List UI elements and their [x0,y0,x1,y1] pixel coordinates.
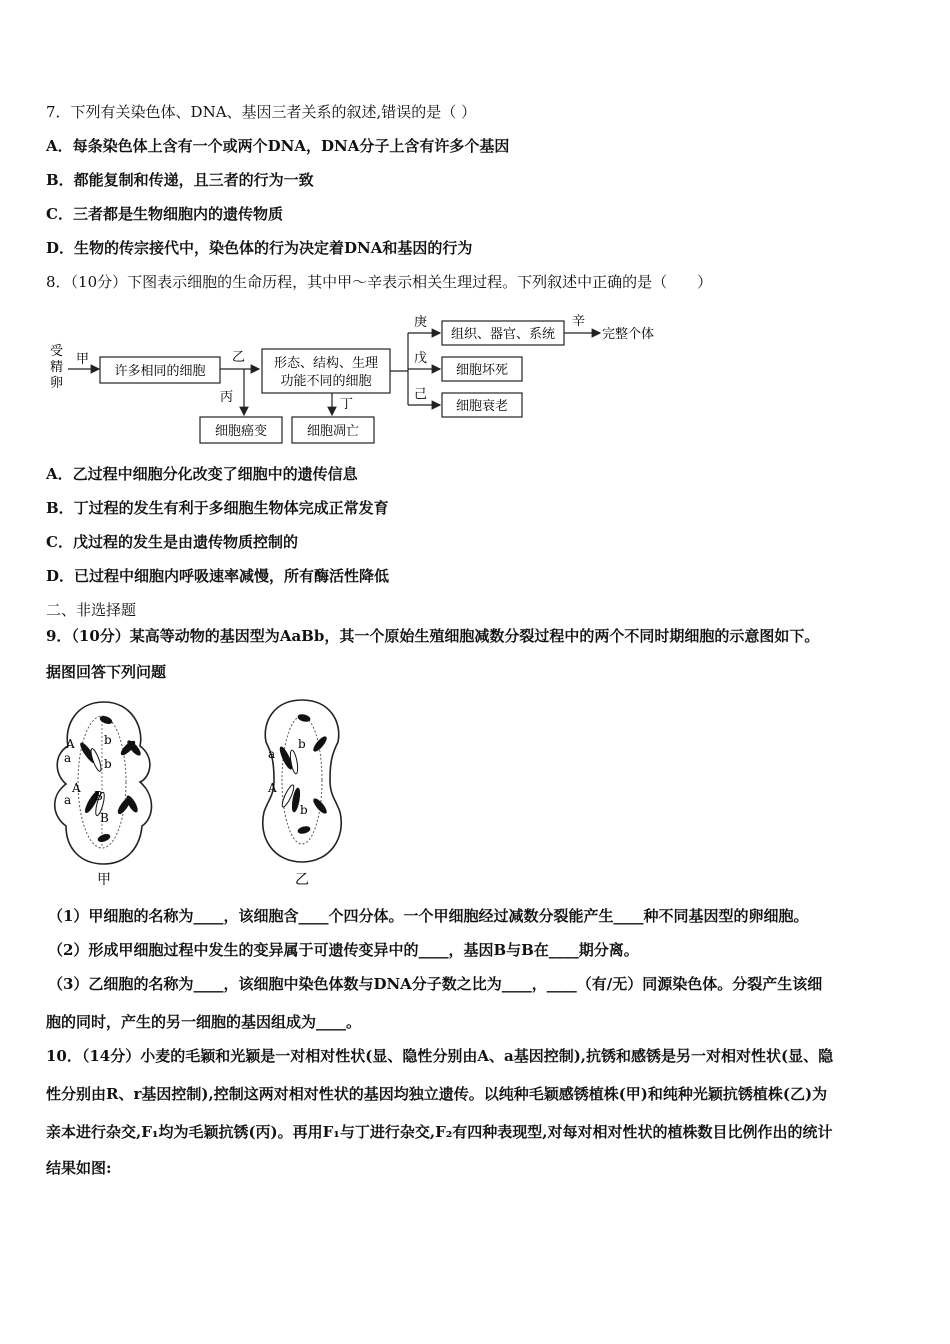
section-heading: 二、非选择题 [46,601,137,619]
label-zygote-2: 精 [50,360,64,375]
box-tissue-organ-system: 组织、器官、系统 [450,327,556,342]
cell-jia-figure [44,698,164,894]
gene-label: a [64,793,72,807]
q9-sub1: （1）甲细胞的名称为____，该细胞含____个四分体。一个甲细胞经过减数分裂能产生____种不同基因型的卵细胞。 [48,907,809,925]
gene-label: A [72,781,81,795]
label-zygote-3: 卵 [50,376,64,391]
label-geng: 庚 [414,315,428,330]
q9-sub3-line1: （3）乙细胞的名称为____，该细胞中染色体数与DNA分子数之比为____，____（有/无）同源染色体。分裂产生该细 [48,975,823,993]
q8-stem: 8．（10分）下图表示细胞的生命历程，其中甲～辛表示相关生理过程。下列叙述中正确的是（ ） [46,273,713,291]
box-differentiated-cells-line1: 形态、结构、生理 [273,356,379,371]
box-differentiated-cells-line2: 功能不同的细胞 [280,374,372,389]
box-same-cells: 许多相同的细胞 [114,364,206,379]
gene-label: b [298,737,306,751]
box-cell-necrosis: 细胞坏死 [455,363,509,378]
label-yi: 乙 [232,350,246,365]
q7-option-a: A．每条染色体上含有一个或两个DNA，DNA分子上含有许多个基因 [46,137,510,155]
label-zygote-1: 受 [50,344,64,359]
label-ding: 丁 [340,397,354,412]
q7-stem: 7．下列有关染色体、DNA、基因三者关系的叙述,错误的是（ ） [46,103,477,121]
q9-sub3-line2: 胞的同时，产生的另一细胞的基因组成为____。 [46,1013,362,1031]
q10-line1: 10．（14分）小麦的毛颖和光颖是一对相对性状(显、隐性分别由A、a基因控制),抗锈和感锈是另一对相对性状(显、隐 [46,1047,834,1065]
cell-jia-caption: 甲 [97,872,111,888]
label-complete-individual: 完整个体 [602,327,655,342]
q9-stem: 9．（10分）某高等动物的基因型为AaBb，其一个原始生殖细胞减数分裂过程中的两个不同时期细胞的示意图如下。 [46,627,820,645]
q10-line4: 结果如图: [46,1159,112,1177]
box-cell-aging: 细胞衰老 [455,399,509,414]
gene-label: B [94,789,103,803]
cell-yi-figure [246,696,358,894]
label-ji: 己 [414,387,428,402]
q10-line2: 性分别由R、r基因控制),控制这两对相对性状的基因均独立遗传。以纯种毛颖感锈植株(甲)和纯种光颖抗锈植株(乙)为 [46,1085,828,1103]
q8-option-c: C．戊过程的发生是由遗传物质控制的 [46,533,298,551]
cell-yi-caption: 乙 [295,872,309,888]
gene-label: b [104,757,112,771]
box-cell-apoptosis: 细胞凋亡 [306,424,360,439]
cell-life-history-diagram [44,305,704,450]
q7-option-c: C．三者都是生物细胞内的遗传物质 [46,205,283,223]
gene-label: a [64,751,72,765]
q7-option-b: B．都能复制和传递，且三者的行为一致 [46,171,314,189]
q8-option-d: D．已过程中细胞内呼吸速率减慢，所有酶活性降低 [46,567,390,585]
q10-line3: 亲本进行杂交,F₁均为毛颖抗锈(丙)。再用F₁与丁进行杂交,F₂有四种表现型,对每对相对性状的植株数目比例作出的统计 [46,1123,833,1141]
gene-label: b [104,733,112,747]
q7-option-d: D．生物的传宗接代中，染色体的行为决定着DNA和基因的行为 [46,239,473,257]
label-bing: 丙 [220,390,234,405]
label-jia: 甲 [76,352,90,367]
q9-sub2: （2）形成甲细胞过程中发生的变异属于可遗传变异中的____，基因B与B在____期分离。 [48,941,639,959]
gene-label: b [300,803,308,817]
gene-label: A [66,737,75,751]
gene-label: A [268,781,277,795]
label-xin: 辛 [572,314,586,329]
label-wu: 戊 [414,351,428,366]
q8-option-b: B．丁过程的发生有利于多细胞生物体完成正常发育 [46,499,389,517]
box-cell-cancer: 细胞癌变 [214,424,268,439]
gene-label: B [100,811,109,825]
q8-option-a: A．乙过程中细胞分化改变了细胞中的遗传信息 [46,465,358,483]
q9-stem-2: 据图回答下列问题 [46,663,167,681]
gene-label: a [268,747,276,761]
